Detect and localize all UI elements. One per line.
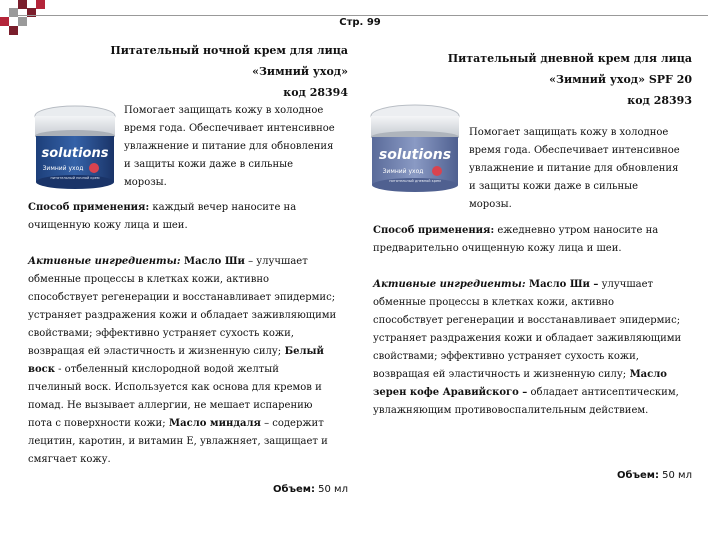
left-wax-tail: - отбеленный кислородной водой желтый <box>54 364 279 375</box>
left-intro-line: морозы. <box>124 177 167 188</box>
spacer <box>28 235 336 253</box>
jar-tagline-text: питательный ночной крем <box>50 176 100 180</box>
left-wax-name: Белый <box>281 346 324 357</box>
right-coffee-line <box>373 366 681 384</box>
right-product-jar-image <box>365 103 465 195</box>
jar-tagline-text: питательный дневной крем <box>389 179 441 183</box>
right-volume <box>617 470 692 481</box>
right-intro-line: морозы. <box>469 199 512 210</box>
left-shea-name: Масло Ши <box>180 256 245 267</box>
left-wax-line-2 <box>28 361 336 379</box>
right-usage-text: ежедневно утром наносите на <box>494 225 659 236</box>
right-description <box>373 222 681 420</box>
left-product-jar-image <box>30 104 120 192</box>
right-body-line: способствует регенерации и восстанавливает эпидермис; <box>373 315 681 326</box>
left-usage-text: каждый вечер наносите на <box>149 202 297 213</box>
jar-subtitle-text: Зимний уход <box>42 165 84 172</box>
right-coffee-tail: обладает антисептическим, <box>527 387 679 398</box>
left-description <box>28 199 336 469</box>
spacer <box>373 258 681 276</box>
right-ingredients-line <box>373 276 681 294</box>
left-usage-line <box>28 199 336 217</box>
left-product-title <box>110 40 348 103</box>
left-usage-label: Способ применения: <box>28 202 150 213</box>
left-intro-line: время года. Обеспечивает интенсивное <box>124 123 335 134</box>
left-shea-tail: – улучшает <box>244 256 308 267</box>
right-intro-line: время года. Обеспечивает интенсивное <box>469 145 680 156</box>
left-intro <box>124 102 335 192</box>
page-number: Стр. 99 <box>339 17 381 28</box>
right-title-line: код 28393 <box>627 94 692 107</box>
right-body-line: свойствами; эффективно устраняет сухость кожи, <box>373 351 639 362</box>
right-coffee-name-cont: зерен кофе Аравийского – <box>373 387 528 398</box>
left-intro-line: и защиты кожи даже в сильные <box>124 159 294 170</box>
right-shea-tail: улучшает <box>598 279 654 290</box>
left-title-line: Питательный ночной крем для лица <box>110 44 348 57</box>
left-wax-pre: возвращая ей эластичность и жизненную силу; <box>28 346 282 357</box>
left-body-line: лецитин, каротин, и витамин Е, увлажняет, защищает и <box>28 436 328 447</box>
right-coffee-name: Масло <box>626 369 667 380</box>
left-intro-line: Помогает защищать кожу в холодное <box>124 105 324 116</box>
right-intro-line: Помогает защищать кожу в холодное <box>469 127 669 138</box>
left-body-line: свойствами; эффективно устраняет сухость кожи, <box>28 328 294 339</box>
right-coffee-pre: возвращая ей эластичность и жизненную силу; <box>373 369 627 380</box>
right-body-line: устраняет раздражения кожи и обладает заживляющими <box>373 333 682 344</box>
jar-badge-icon <box>432 166 442 176</box>
right-volume-value: 50 мл <box>658 470 692 481</box>
left-body-line: пчелиный воск. Используется как основа для кремов и <box>28 382 322 393</box>
left-volume-value: 50 мл <box>314 484 348 495</box>
right-product-title <box>448 48 692 111</box>
right-intro-line: и защиты кожи даже в сильные <box>469 181 639 192</box>
jar-brand-text: solutions <box>378 147 452 163</box>
right-ingredients-label: Активные ингредиенты: <box>373 279 526 290</box>
right-volume-label: Объем: <box>617 470 659 481</box>
left-intro-line: увлажнение и питание для обновления <box>124 141 334 152</box>
left-volume <box>273 484 348 495</box>
left-volume-label: Объем: <box>273 484 315 495</box>
right-shea-name: Масло Ши – <box>525 279 599 290</box>
right-intro-line: увлажнение и питание для обновления <box>469 163 679 174</box>
jar-subtitle-text: Зимний уход <box>382 168 424 175</box>
left-title-line: код 28394 <box>283 86 348 99</box>
right-usage-text-cont: предварительно очищенную кожу лица и шеи. <box>373 243 622 254</box>
right-title-line: Питательный дневной крем для лица <box>447 52 692 65</box>
right-usage-line <box>373 222 681 240</box>
left-usage-text-cont: очищенную кожу лица и шеи. <box>28 220 188 231</box>
right-coffee-line-2 <box>373 384 681 402</box>
left-body-line: обменные процессы в клетках кожи, активно <box>28 274 270 285</box>
right-usage-label: Способ применения: <box>373 225 495 236</box>
left-title-line: «Зимний уход» <box>252 65 348 78</box>
right-body-line: увлажняющим противовоспалительным действием. <box>373 405 649 416</box>
header-divider <box>18 15 708 16</box>
left-body-line: устраняет раздражения кожи и обладает заживляющими <box>28 310 337 321</box>
left-almond-pre: пота с поверхности кожи; <box>28 418 166 429</box>
left-body-line: помад. Не вызывает аллергии, не мешает испарению <box>28 400 313 411</box>
left-wax-line <box>28 343 336 361</box>
left-ingredients-label: Активные ингредиенты: <box>28 256 181 267</box>
right-intro <box>469 124 680 214</box>
left-almond-name: Масло миндаля <box>165 418 261 429</box>
right-body-line: обменные процессы в клетках кожи, активно <box>373 297 615 308</box>
left-body-line: способствует регенерации и восстанавливает эпидермис; <box>28 292 336 303</box>
left-almond-tail: – содержит <box>260 418 324 429</box>
jar-badge-icon <box>89 163 99 173</box>
right-title-line: «Зимний уход» SPF 20 <box>549 73 692 86</box>
left-almond-line <box>28 415 336 433</box>
left-wax-name-cont: воск <box>28 364 55 375</box>
jar-brand-text: solutions <box>41 146 109 161</box>
left-body-line: смягчает кожу. <box>28 454 111 465</box>
left-ingredients-line <box>28 253 336 271</box>
